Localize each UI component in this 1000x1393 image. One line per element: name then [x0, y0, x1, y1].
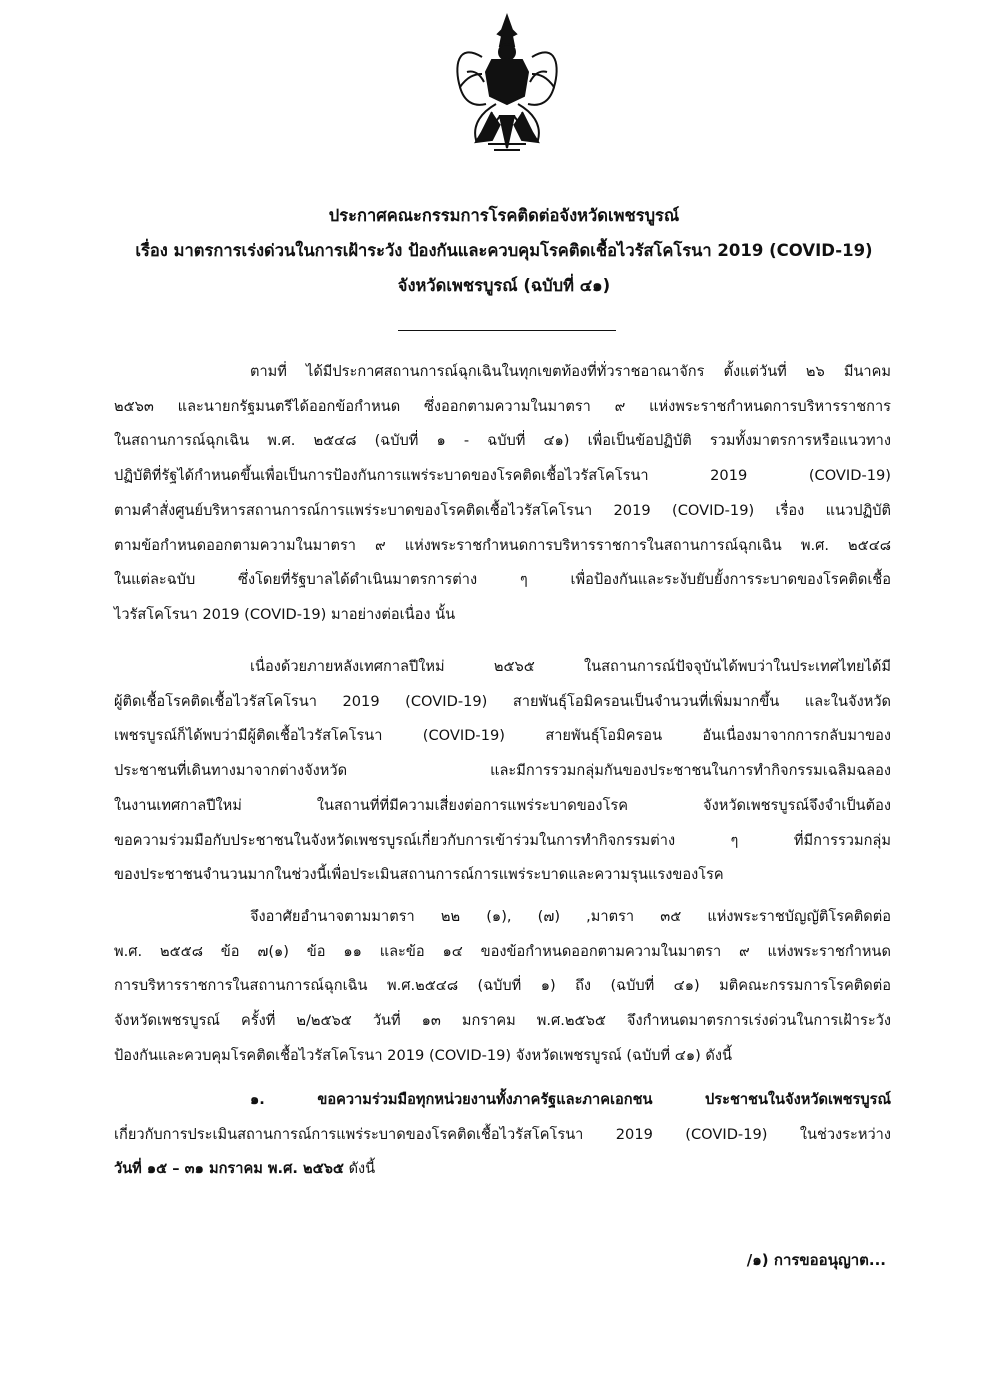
date-range: วันที่ ๑๕ – ๓๑ มกราคม พ.ศ. ๒๕๖๕	[114, 1160, 344, 1178]
announcement-subject: เรื่อง มาตรการเร่งด่วนในการเฝ้าระวัง ป้องกันและควบคุมโรคติดเชื้อไวรัสโคโรนา 2019 (COVID-19)	[135, 241, 873, 260]
paragraph-line: ผู้ติดเชื้อโรคติดเชื้อไวรัสโคโรนา 2019 (COVID-19) สายพันธุ์โอมิครอนเป็นจำนวนที่เพิ่มมากขึ้น และในจังหวัด	[114, 692, 891, 710]
paragraph-line: พ.ศ. ๒๕๕๘ ข้อ ๗(๑) ข้อ ๑๑ และข้อ ๑๔ ของข้อกำหนดออกตามความในมาตรา ๙ แห่งพระราชกำหนด	[114, 942, 891, 960]
heading-divider	[398, 330, 616, 331]
paragraph-line: เนื่องด้วยภายหลังเทศกาลปีใหม่ ๒๕๖๕ ในสถานการณ์ปัจจุบันได้พบว่าในประเทศไทยได้มี	[250, 658, 891, 675]
paragraph-line: ขอความร่วมมือกับประชาชนในจังหวัดเพชรบูรณ์เกี่ยวกับการเข้าร่วมในการทำกิจกรรมต่าง ๆ ที่มีการรวมกลุ่ม	[114, 831, 891, 849]
paragraph-line: ตามข้อกำหนดออกตามความในมาตรา ๙ แห่งพระราชกำหนดการบริหารราชการในสถานการณ์ฉุกเฉิน พ.ศ. ๒๕๔๘	[114, 536, 891, 554]
paragraph-4	[114, 1083, 891, 1187]
paragraph-line	[114, 1152, 891, 1187]
paragraph-3	[114, 900, 891, 1074]
paragraph-line: ในงานเทศกาลปีใหม่ ในสถานที่ที่มีความเสี่ยงต่อการแพร่ระบาดของโรค จังหวัดเพชรบูรณ์จึงจำเป็นต้อง	[114, 796, 891, 814]
paragraph-line: ของประชาชนจำนวนมากในช่วงนี้เพื่อประเมินสถานการณ์การแพร่ระบาดและความรุนแรงของโรค	[114, 866, 724, 884]
paragraph-line: เกี่ยวกับการประเมินสถานการณ์การแพร่ระบาดของโรคติดเชื้อไวรัสโคโรนา 2019 (COVID-19) ในช่วงระหว่าง	[114, 1125, 891, 1143]
paragraph-line: ในสถานการณ์ฉุกเฉิน พ.ศ. ๒๕๔๘ (ฉบับที่ ๑ - ฉบับที่ ๔๑) เพื่อเป็นข้อปฏิบัติ รวมทั้งมาตรการหรือแนวทาง	[114, 432, 891, 450]
paragraph-line: ป้องกันและควบคุมโรคติดเชื้อไวรัสโคโรนา 2019 (COVID-19) จังหวัดเพชรบูรณ์ (ฉบับที่ ๔๑) ดังนี้	[114, 1046, 733, 1064]
paragraph-line: ในแต่ละฉบับ ซึ่งโดยที่รัฐบาลได้ดำเนินมาตรการต่าง ๆ เพื่อป้องกันและระงับยับยั้งการระบาดของโรคติดเชื้อ	[114, 571, 891, 589]
paragraph-line: จึงอาศัยอำนาจตามมาตรา ๒๒ (๑), (๗) ,มาตรา ๓๕ แห่งพระราชบัญญัติโรคติดต่อ	[250, 908, 891, 925]
paragraph-2	[114, 650, 891, 893]
paragraph-line: ไวรัสโคโรนา 2019 (COVID-19) มาอย่างต่อเนื่อง นั้น	[114, 605, 456, 623]
paragraph-line: เพชรบูรณ์ก็ได้พบว่ามีผู้ติดเชื้อไวรัสโคโรนา (COVID-19) สายพันธุ์โอมิครอน อันเนื่องมาจากการกลับมาของ	[114, 727, 891, 745]
announcement-subtitle: จังหวัดเพชรบูรณ์ (ฉบับที่ ๔๑)	[397, 276, 611, 295]
paragraph-line: ๒๕๖๓ และนายกรัฐมนตรีได้ออกข้อกำหนด ซึ่งออกตามความในมาตรา ๙ แห่งพระราชกำหนดการบริหารราชการ	[114, 397, 891, 415]
paragraph-line: ตามที่ ได้มีประกาศสถานการณ์ฉุกเฉินในทุกเขตท้องที่ทั่วราชอาณาจักร ตั้งแต่วันที่ ๒๖ มีนาคม	[250, 363, 891, 380]
paragraph-line: ประชาชนที่เดินทางมาจากต่างจังหวัด และมีการรวมกลุ่มกันของประชาชนในการทำกิจกรรมเฉลิมฉลอง	[114, 762, 891, 780]
paragraph-1	[114, 355, 891, 633]
date-range-suffix: ดังนี้	[343, 1160, 376, 1178]
continuation-marker: /๑) การขออนุญาต...	[746, 1251, 886, 1269]
paragraph-line: ตามคำสั่งศูนย์บริหารสถานการณ์การแพร่ระบาดของโรคติดเชื้อไวรัสโคโรนา 2019 (COVID-19) เรื่อง แนวปฏิบัติ	[114, 501, 891, 519]
paragraph-line: ๑. ขอความร่วมมือทุกหน่วยงานทั้งภาครัฐและภาคเอกชน ประชาชนในจังหวัดเพชรบูรณ์	[250, 1091, 891, 1108]
paragraph-line: การบริหารราชการในสถานการณ์ฉุกเฉิน พ.ศ.๒๕๔๘ (ฉบับที่ ๑) ถึง (ฉบับที่ ๔๑) มติคณะกรรมการโรคติดต่อ	[114, 977, 891, 995]
announcement-title: ประกาศคณะกรรมการโรคติดต่อจังหวัดเพชรบูรณ์	[328, 206, 680, 225]
paragraph-line: ปฏิบัติที่รัฐได้กำหนดขึ้นเพื่อเป็นการป้องกันการแพร่ระบาดของโรคติดเชื้อไวรัสโคโรนา 2019 (COVID-19)	[114, 467, 891, 485]
garuda-emblem-icon	[452, 12, 562, 157]
announcement-heading	[100, 198, 908, 303]
paragraph-line: จังหวัดเพชรบูรณ์ ครั้งที่ ๒/๒๕๖๕ วันที่ ๑๓ มกราคม พ.ศ.๒๕๖๕ จึงกำหนดมาตรการเร่งด่วนในการเฝ้าระวัง	[114, 1012, 891, 1030]
